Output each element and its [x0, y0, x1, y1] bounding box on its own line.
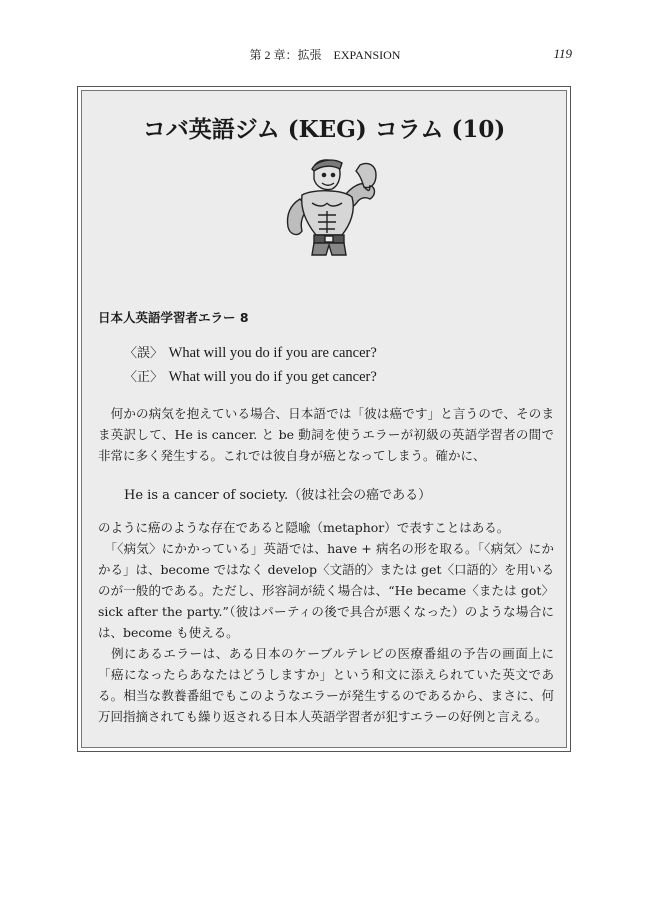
- correct-example: [124, 366, 377, 386]
- column-inner: [81, 90, 567, 748]
- chapter-title: 第 2 章：拡張 EXPANSION: [249, 48, 401, 62]
- column-title: コバ英語ジム (KEG) コラム (10): [142, 116, 506, 143]
- error-subhead: 日本人英語学習者エラー 8: [98, 310, 249, 325]
- paragraph-2: のように癌のような存在であると隠喩（metaphor）で表すことはある。 「〈病気〉にかかっている」英語では、have + 病名の形を取る。「〈病気〉にかかる」は、become ではなく develop〈文語的〉または get〈口語的〉を用いるのが一般的である。ただし、形容詞が続く場合は、“He became〈または got〉sick after the party.”（彼はパーティの後で具合が悪くなった）のような場合には、become も使える。 例にあるエラーは、ある日本のケーブルテレビの医療番組の予告の画面上に「癌になったらあなたはどうしますか」という和文に添えられていた英文である。相当な教養番組でもこのようなエラーが発生するのであるから、まさに、何万回指摘されても繰り返される日本人英語学習者が犯すエラーの好例と言える。: [98, 520, 554, 724]
- column-box: [77, 86, 571, 752]
- running-header: [0, 46, 650, 64]
- muscleman-flexing-icon: [272, 155, 388, 257]
- wrong-mark: 〈誤〉: [124, 346, 164, 361]
- page-number: 119: [553, 46, 572, 61]
- example-quote: He is a cancer of society.（彼は社会の癌である）: [124, 488, 432, 503]
- wrong-example: [124, 342, 377, 362]
- wrong-sentence: What will you do if you are cancer?: [168, 345, 377, 361]
- correct-mark: 〈正〉: [124, 370, 164, 385]
- paragraph-1: 何かの病気を抱えている場合、日本語では「彼は癌です」と言うので、そのまま英訳して、He is cancer. と be 動詞を使うエラーが初級の英語学習者の間で非常に多く発生する。これでは彼自身が癌となってしまう。確かに、: [98, 406, 554, 463]
- correct-sentence: What will you do if you get cancer?: [168, 369, 377, 385]
